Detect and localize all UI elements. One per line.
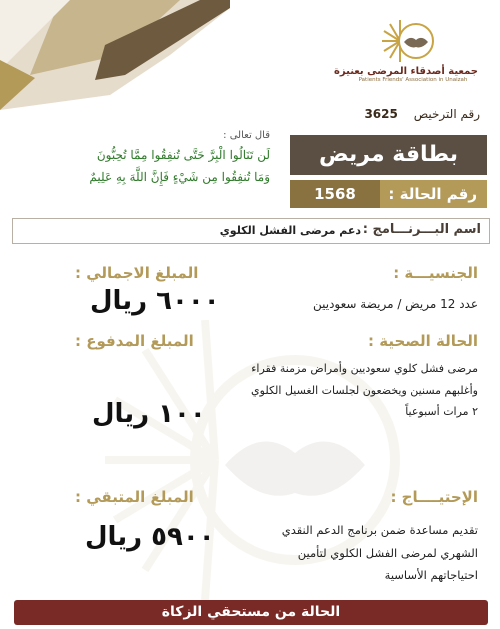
health-line-2: وأغلبهم مسنين ويخضعون لجلسات الغسيل الكلوي [251,384,478,397]
program-value: دعم مرضى الفشل الكلوي [219,224,361,237]
license-line [364,107,480,121]
sun-handshake-icon [380,18,446,64]
org-logo [333,18,478,98]
program-row [12,218,490,244]
case-number-box [290,180,487,208]
paid-amount-label: المبلغ المدفوع : [75,332,194,350]
need-line-2: الشهري لمرضى الفشل الكلوي لتأمين [297,546,478,560]
total-amount-value: ٦٠٠٠ ريال [90,286,220,316]
case-number-value: 1568 [290,180,380,208]
card-title: بطاقة مريض [290,135,487,175]
health-status-label: الحالة الصحية : [368,332,478,350]
program-label: اسم البـــرنـــامج : [362,222,481,237]
need-line-3: احتياجاتهم الأساسية [384,568,478,582]
org-name-arabic: جمعية أصدقاء المرضى بعنيزة [333,66,478,77]
need-label: الإحتيــــاج : [390,488,478,506]
remaining-amount-value: ٥٩٠٠ ريال [85,522,215,552]
verse-intro: قال تعالى : [223,130,270,141]
total-amount-label: المبلغ الاجمالي : [75,264,199,282]
decorative-corner [0,0,230,110]
zakat-eligibility-banner: الحالة من مستحقي الزكاة [14,600,488,625]
remaining-amount-label: المبلغ المتبقي : [75,488,194,506]
license-label: رقم الترخيص [413,107,480,121]
case-number-label: رقم الحالة : [388,185,477,203]
health-line-1: مرضى فشل كلوي سعوديين وأمراض مزمنة فقراء [251,362,478,375]
need-line-1: تقديم مساعدة ضمن برنامج الدعم النقدي [281,523,478,537]
verse-line-2: وَمَا تُنفِقُوا مِن شَيْءٍ فَإِنَّ اللَّهَ بِهِ عَلِيمٌ [89,170,270,184]
paid-amount-value: ١٠٠ ريال [92,399,206,429]
verse-line-1: لَن تَنَالُوا الْبِرَّ حَتَّى تُنفِقُوا مِمَّا تُحِبُّونَ [96,148,270,162]
license-number: 3625 [364,107,398,121]
nationality-label: الجنسيـــة : [393,264,478,282]
org-name-english: Patients Friends' Association in Unaizah [358,77,468,83]
nationality-value: عدد 12 مريض / مريضة سعوديين [312,297,478,311]
health-line-3: ٢ مرات أسبوعياً [405,405,478,418]
